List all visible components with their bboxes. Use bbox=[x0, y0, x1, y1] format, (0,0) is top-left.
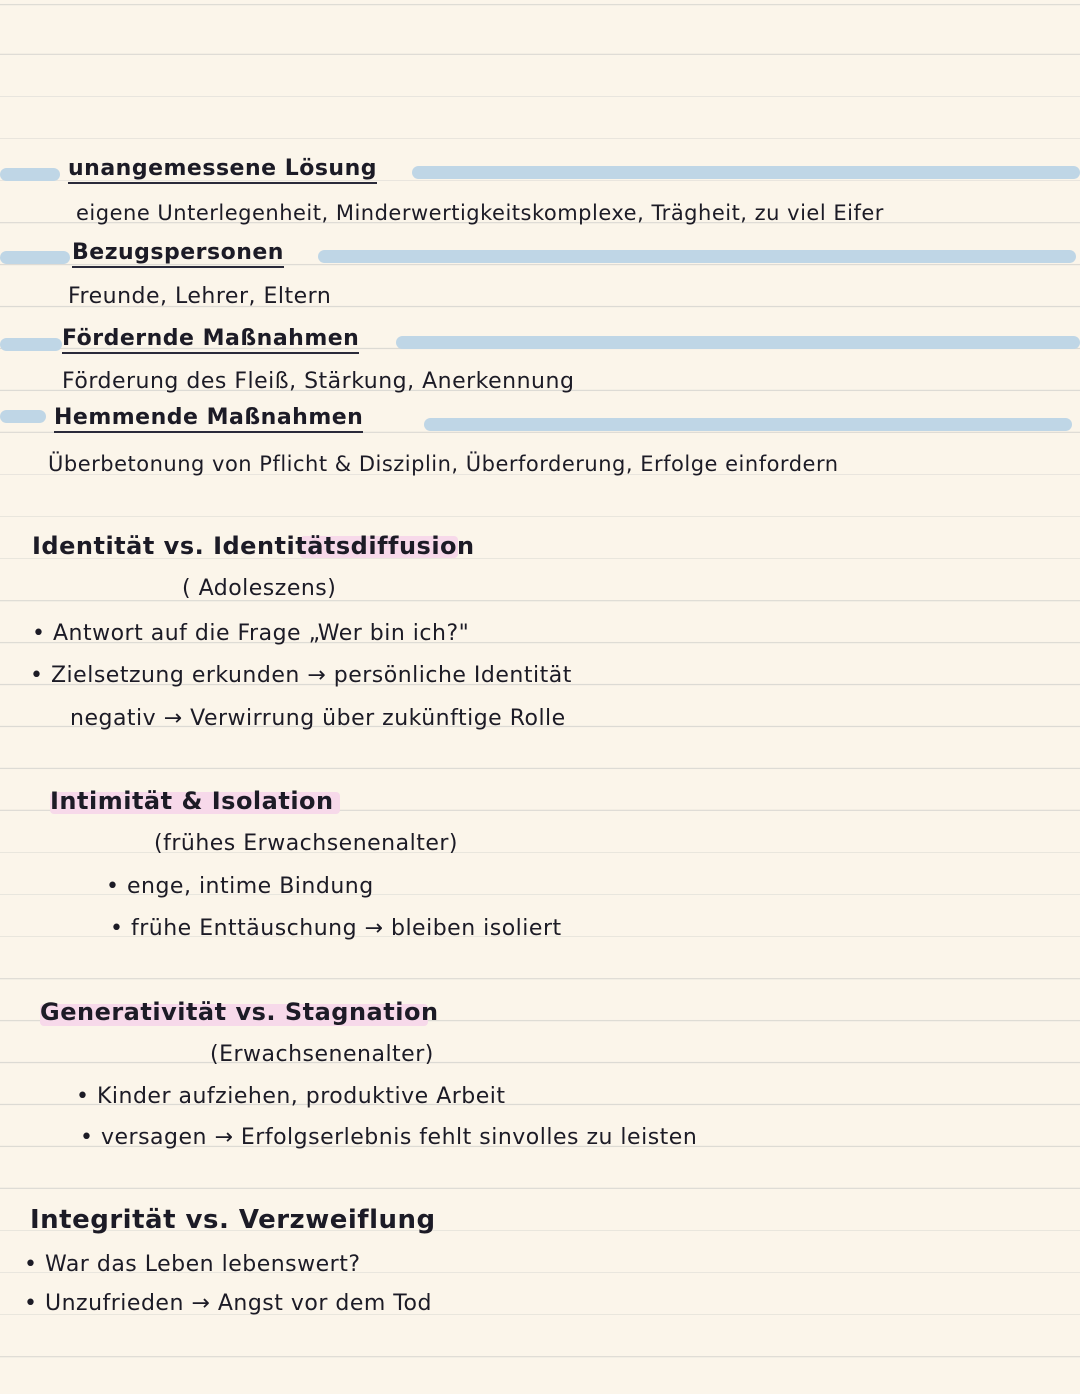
bullet-intimitaet-1: • enge, intime Bindung bbox=[106, 874, 374, 899]
text-foerdernde-massnahmen: Förderung des Fleiß, Stärkung, Anerkennung bbox=[62, 369, 575, 394]
highlight-bar bbox=[396, 336, 1080, 349]
bullet-identitaet-2: • Zielsetzung erkunden → persönliche Identität bbox=[30, 663, 572, 688]
highlight-bar bbox=[0, 251, 70, 264]
bullet-intimitaet-2: • frühe Enttäuschung → bleiben isoliert bbox=[110, 916, 562, 941]
heading-generativitaet: Generativität vs. Stagnation bbox=[40, 998, 439, 1026]
text-identitaet-3: negativ → Verwirrung über zukünftige Rolle bbox=[70, 706, 566, 731]
highlight-bar bbox=[412, 166, 1080, 179]
heading-unangemessene-loesung: unangemessene Lösung bbox=[68, 156, 377, 181]
highlight-bar bbox=[0, 168, 60, 181]
bullet-generativitaet-2: • versagen → Erfolgserlebnis fehlt sinvolles zu leisten bbox=[80, 1125, 697, 1150]
bullet-identitaet-1: • Antwort auf die Frage „Wer bin ich?" bbox=[32, 621, 469, 646]
heading-identitaet: Identität vs. Identitätsdiffusion bbox=[32, 532, 475, 560]
text-hemmende-massnahmen: Überbetonung von Pflicht & Disziplin, Überforderung, Erfolge einfordern bbox=[48, 452, 839, 476]
highlight-bar bbox=[424, 418, 1072, 431]
heading-integritaet: Integrität vs. Verzweiflung bbox=[30, 1205, 436, 1235]
text-unangemessene-loesung: eigene Unterlegenheit, Minderwertigkeitskomplexe, Trägheit, zu viel Eifer bbox=[76, 201, 884, 225]
highlight-bar bbox=[0, 410, 46, 423]
subtitle-identitaet: ( Adoleszens) bbox=[182, 576, 337, 601]
bullet-integritaet-1: • War das Leben lebenswert? bbox=[24, 1252, 361, 1277]
highlight-bar bbox=[0, 338, 62, 351]
bullet-generativitaet-1: • Kinder aufziehen, produktive Arbeit bbox=[76, 1084, 506, 1109]
text-bezugspersonen: Freunde, Lehrer, Eltern bbox=[68, 284, 332, 309]
heading-hemmende-massnahmen: Hemmende Maßnahmen bbox=[54, 405, 363, 430]
heading-bezugspersonen: Bezugspersonen bbox=[72, 240, 284, 265]
bullet-integritaet-2: • Unzufrieden → Angst vor dem Tod bbox=[24, 1291, 432, 1316]
heading-foerdernde-massnahmen: Fördernde Maßnahmen bbox=[62, 326, 359, 351]
heading-intimitaet: Intimität & Isolation bbox=[50, 787, 334, 815]
highlight-bar bbox=[318, 250, 1076, 263]
subtitle-intimitaet: (frühes Erwachsenenalter) bbox=[154, 831, 459, 856]
subtitle-generativitaet: (Erwachsenenalter) bbox=[210, 1042, 434, 1067]
